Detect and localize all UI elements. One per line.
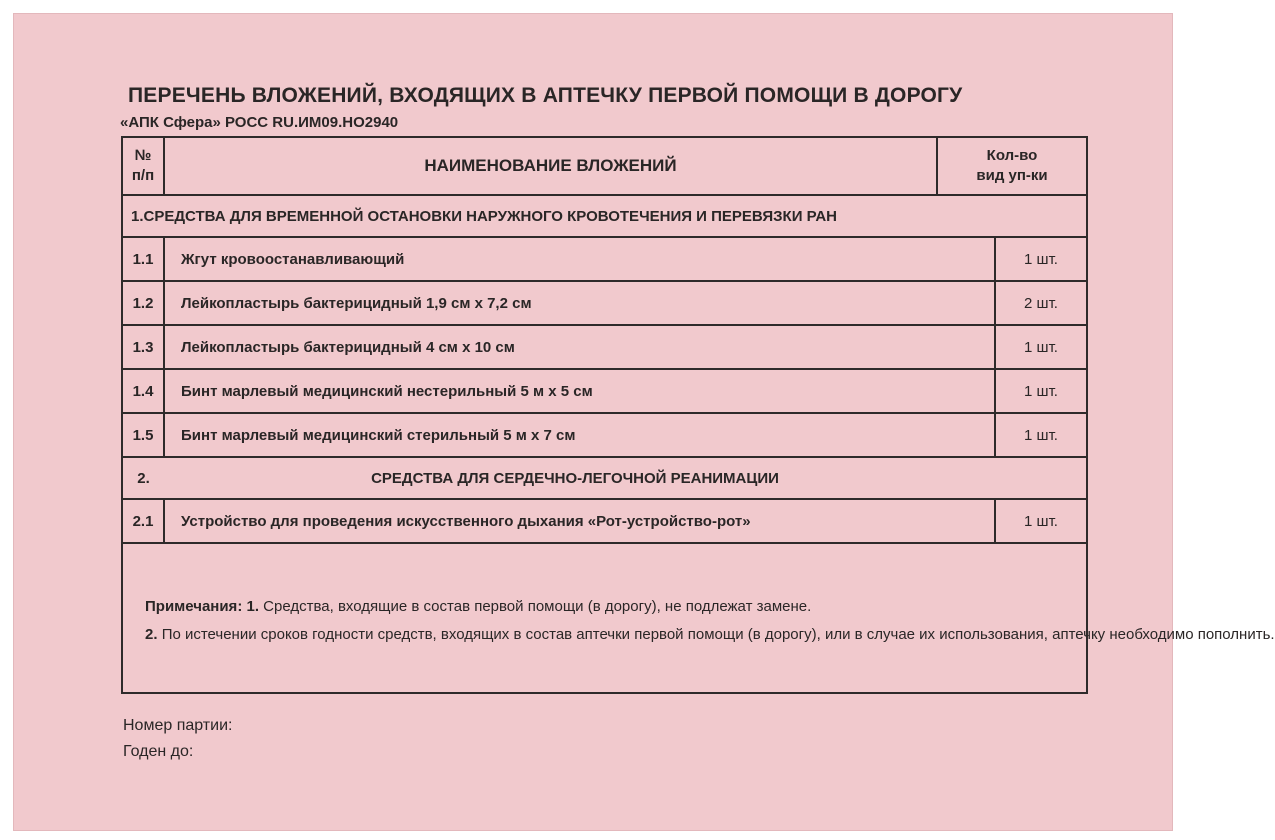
item-num: 1.3	[122, 325, 164, 369]
expiry-date-label: Годен до:	[123, 743, 194, 760]
table-row	[122, 369, 1087, 413]
item-name: Бинт марлевый медицинский нестерильный 5 м х 5 см	[164, 369, 995, 413]
note-2	[145, 621, 1275, 649]
note-1	[145, 593, 985, 621]
item-qty: 1 шт.	[995, 325, 1087, 369]
item-name: Бинт марлевый медицинский стерильный 5 м х 7 см	[164, 413, 995, 457]
table-header-row	[122, 137, 1087, 195]
notes-cell	[122, 543, 1275, 693]
header-name: НАИМЕНОВАНИЕ ВЛОЖЕНИЙ	[164, 137, 937, 195]
item-qty: 1 шт.	[995, 369, 1087, 413]
note-1-num: 1.	[246, 598, 259, 615]
batch-number-label: Номер партии:	[123, 717, 233, 734]
item-num: 1.1	[122, 237, 164, 281]
item-num: 1.4	[122, 369, 164, 413]
table-row	[122, 413, 1087, 457]
header-num-line1: №	[134, 147, 152, 164]
notes-label: Примечания:	[145, 598, 243, 615]
item-num: 2.1	[122, 499, 164, 543]
table-row	[122, 325, 1087, 369]
section-1-label: 1.СРЕДСТВА ДЛЯ ВРЕМЕННОЙ ОСТАНОВКИ НАРУЖНОГО КРОВОТЕЧЕНИЯ И ПЕРЕВЯЗКИ РАН	[122, 195, 1087, 237]
header-qty-line2: вид уп-ки	[976, 167, 1048, 184]
item-name: Устройство для проведения искусственного дыхания «Рот-устройство-рот»	[164, 499, 995, 543]
item-name: Лейкопластырь бактерицидный 4 см х 10 см	[164, 325, 995, 369]
table-row	[122, 499, 1087, 543]
item-qty: 2 шт.	[995, 281, 1087, 325]
header-num	[122, 137, 164, 195]
item-qty: 1 шт.	[995, 237, 1087, 281]
item-qty: 1 шт.	[995, 499, 1087, 543]
table-row	[122, 237, 1087, 281]
item-num: 1.2	[122, 281, 164, 325]
document-subtitle: «АПК Сфера» РОСС RU.ИМ09.НО2940	[120, 114, 399, 131]
section-row-1	[122, 195, 1087, 237]
notes-row	[122, 543, 1087, 693]
contents-table	[121, 136, 1275, 694]
table-row	[122, 281, 1087, 325]
section-2-num: 2.	[122, 457, 164, 499]
item-name: Жгут кровоостанавливающий	[164, 237, 995, 281]
header-qty-line1: Кол-во	[986, 147, 1038, 164]
document-title: ПЕРЕЧЕНЬ ВЛОЖЕНИЙ, ВХОДЯЩИХ В АПТЕЧКУ ПЕРВОЙ ПОМОЩИ В ДОРОГУ	[128, 84, 963, 107]
header-num-line2: п/п	[131, 167, 155, 184]
item-name: Лейкопластырь бактерицидный 1,9 см х 7,2 см	[164, 281, 995, 325]
section-2-label: СРЕДСТВА ДЛЯ СЕРДЕЧНО-ЛЕГОЧНОЙ РЕАНИМАЦИИ	[164, 457, 1087, 499]
note-1-text: Средства, входящие в состав первой помощи (в дорогу), не подлежат замене.	[263, 598, 812, 615]
item-qty: 1 шт.	[995, 413, 1087, 457]
section-row-2	[122, 457, 1087, 499]
note-2-num: 2.	[145, 626, 158, 643]
note-2-text: По истечении сроков годности средств, входящих в состав аптечки первой помощи (в дорогу), или в случае их использования, аптечку необходимо пополнить.	[161, 626, 1275, 643]
item-num: 1.5	[122, 413, 164, 457]
header-qty	[937, 137, 1087, 195]
